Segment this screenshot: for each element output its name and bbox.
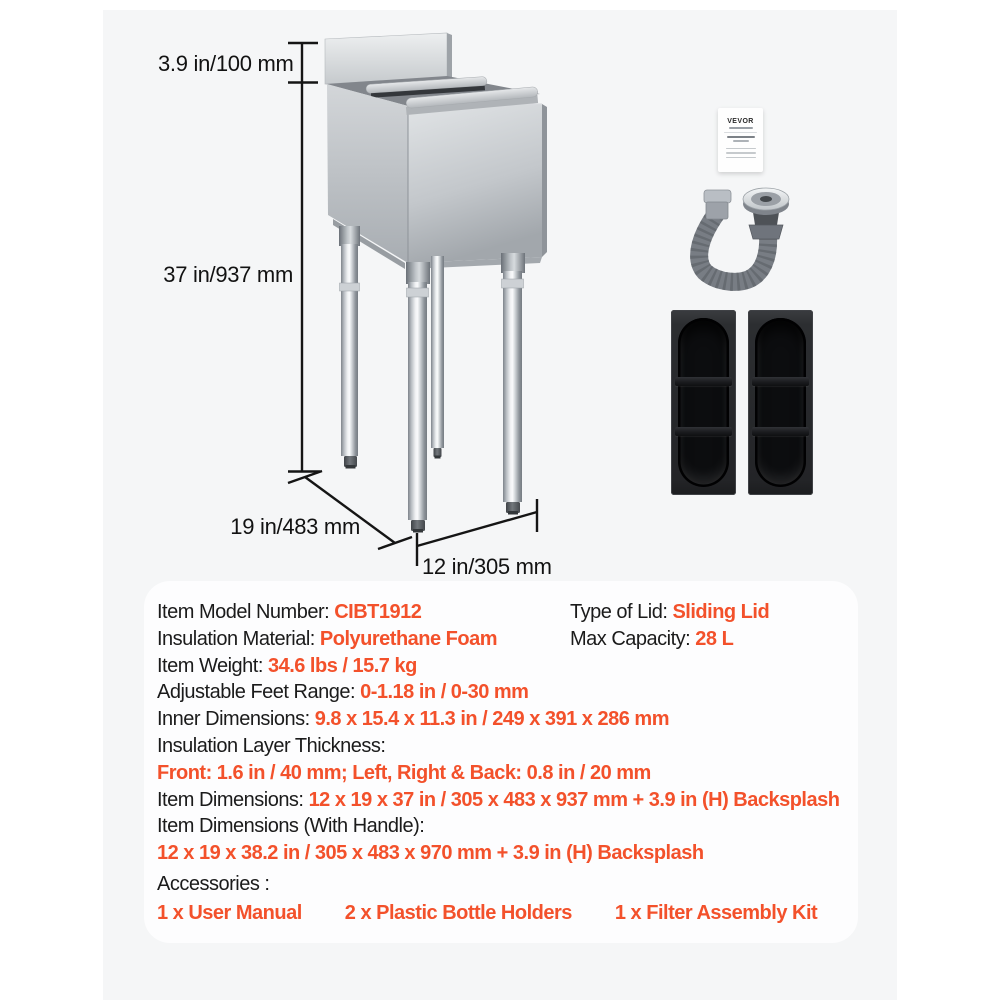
manual-text-line (733, 140, 749, 142)
bin-legs (339, 226, 525, 533)
spec-label: Item Model Number: (157, 601, 335, 623)
spec-value: Front: 1.6 in / 40 mm; Left, Right & Back: 0.8 in / 20 mm (157, 761, 651, 784)
spec-value: CIBT1912 (334, 601, 422, 623)
spec-label: Item Dimensions (With Handle): (157, 815, 425, 838)
spec-value: 0-1.18 in / 0-30 mm (360, 681, 529, 704)
accessory-item: 1 x User Manual (157, 901, 302, 924)
spec-label: Insulation Material: (157, 627, 320, 650)
spec-label: Inner Dimensions: (157, 708, 315, 731)
bottle-holder-recess (755, 318, 806, 487)
spec-value: Sliding Lid (672, 601, 770, 623)
holder-divider (752, 427, 809, 436)
spec-label: Insulation Layer Thickness: (157, 734, 386, 757)
user-manual-image (718, 108, 763, 172)
spec-label: Type of Lid: (570, 601, 673, 623)
spec-row (157, 706, 839, 733)
spec-row (157, 787, 839, 814)
drain-flange (743, 188, 789, 215)
spec-label: Max Capacity: (570, 627, 696, 650)
spec-row (157, 653, 839, 680)
manual-text-line (726, 148, 756, 150)
spec-value: 34.6 lbs / 15.7 kg (267, 654, 417, 677)
accessories-list (157, 900, 839, 927)
manual-divider (724, 132, 757, 133)
bin-right-face (408, 104, 542, 263)
spec-row (157, 840, 839, 867)
vevor-logo: VEVOR (727, 118, 754, 125)
spec-row (157, 813, 839, 840)
bottle-holder-image (671, 310, 736, 495)
backsplash (325, 33, 452, 84)
dim-label-overall-height: 37 in/937 mm (163, 262, 293, 287)
bottle-holder-recess (678, 318, 729, 487)
accessories-heading: Accessories : (157, 872, 270, 895)
spec-row (157, 733, 839, 760)
spec-value: 28 L (695, 627, 734, 650)
spec-label: Item Weight: (157, 654, 268, 677)
manual-text-line (726, 152, 756, 154)
holder-divider (675, 377, 732, 386)
ice-bin (325, 33, 547, 533)
accessory-item: 1 x Filter Assembly Kit (614, 901, 818, 924)
dim-label-width: 12 in/305 mm (422, 554, 552, 579)
manual-text-line (726, 157, 756, 159)
drain-assembly-image (699, 188, 789, 282)
spec-label: Item Dimensions: (157, 788, 309, 811)
spec-value: 9.8 x 15.4 x 11.3 in / 249 x 391 x 286 mm (314, 708, 669, 731)
spec-row (157, 760, 839, 787)
bottle-holder-image (748, 310, 813, 495)
holder-divider (675, 427, 732, 436)
dim-label-depth: 19 in/483 mm (230, 514, 360, 539)
spec-label: Adjustable Feet Range: (157, 681, 361, 704)
bin-back-edge (542, 104, 547, 257)
accessory-item: 2 x Plastic Bottle Holders (344, 901, 572, 924)
dim-label-backsplash-height: 3.9 in/100 mm (158, 51, 294, 76)
spec-value: 12 x 19 x 37 in / 305 x 483 x 937 mm + 3.9 in (H) Backsplash (308, 788, 840, 811)
manual-text-line (729, 127, 753, 129)
manual-text-line (727, 136, 755, 139)
holder-divider (752, 377, 809, 386)
spec-row (570, 599, 769, 626)
spec-value: 12 x 19 x 38.2 in / 305 x 483 x 970 mm + 3.9 in (H) Backsplash (157, 842, 704, 865)
spec-value: Polyurethane Foam (319, 627, 498, 650)
spec-row (570, 626, 769, 653)
spec-panel (144, 581, 858, 943)
spec-right-column (570, 599, 769, 653)
spec-row (157, 679, 839, 706)
